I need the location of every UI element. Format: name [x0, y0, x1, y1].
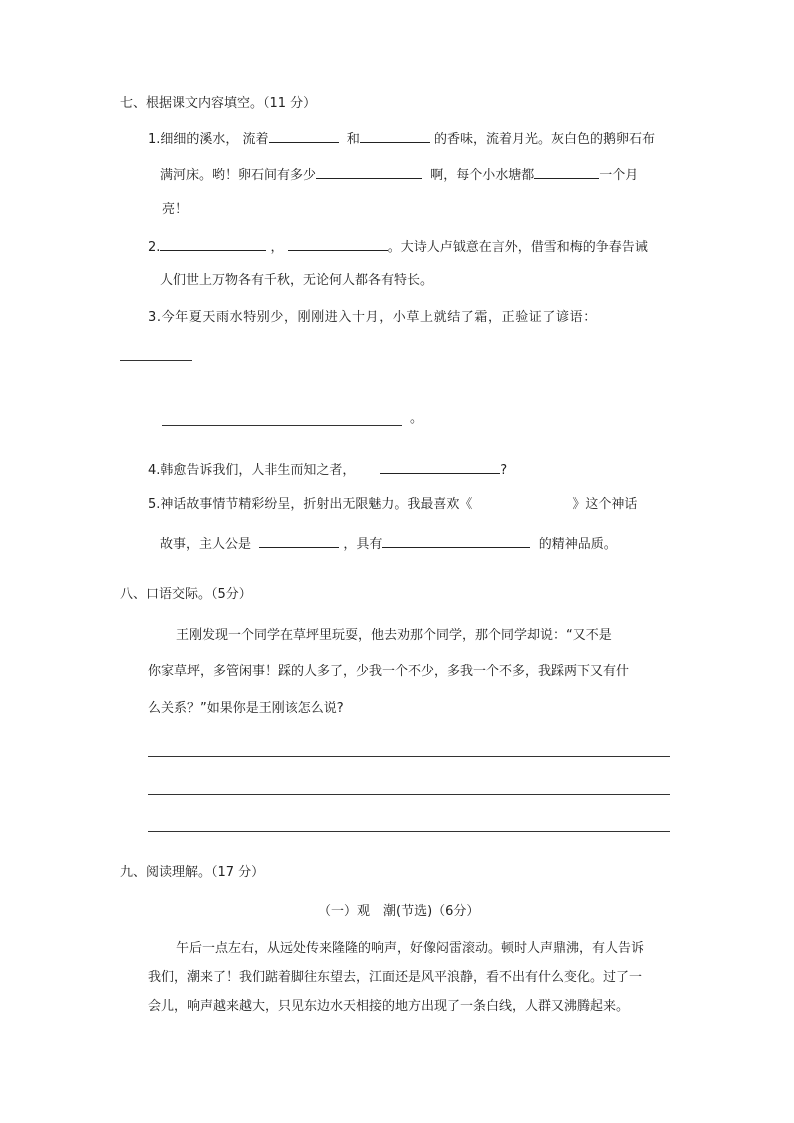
q2-text-b: ， — [270, 240, 284, 255]
q4-text-b: ? — [500, 463, 508, 478]
q1-text-f: 一个月 — [599, 168, 639, 183]
q1-text-c: 的香味，流着月光。灰白色的鹅卵石布 — [433, 132, 655, 147]
q2-blank-1[interactable] — [160, 236, 266, 251]
q1-blank-4[interactable] — [534, 164, 599, 179]
q2-blank-2[interactable] — [288, 236, 388, 251]
q2-text-a: 2. — [148, 240, 161, 255]
q4-line1 — [148, 459, 507, 481]
answer-line-2[interactable] — [148, 794, 670, 795]
q2-line2: 人们世上万物各有千秋，无论何人都各有特长。 — [160, 273, 434, 288]
q5-text-c: 故事，主人公是 — [160, 537, 252, 552]
section9-title: 九、阅读理解。（17 分） — [120, 865, 265, 880]
q1-line1 — [148, 128, 655, 150]
section8-para-line3: 么关系？”如果你是王刚该怎么说? — [148, 701, 344, 716]
q1-text-b: 和 — [346, 132, 360, 147]
q2-line1 — [148, 236, 648, 258]
answer-line-3[interactable] — [148, 831, 670, 832]
section8-title: 八、口语交际。（5分） — [120, 587, 252, 602]
q1-blank-2[interactable] — [360, 128, 430, 143]
q1-text-a: 1.细细的溪水， 流着 — [148, 132, 269, 147]
q3-blank-1[interactable] — [120, 360, 192, 361]
q5-text-b: 》这个神话 — [572, 497, 638, 512]
q1-text-d: 满河床。哟！卵石间有多少 — [160, 168, 317, 183]
q5-text-e: 的精神品质。 — [538, 537, 617, 552]
q4-text-a: 4.韩愈告诉我们，人非生而知之者， — [148, 463, 356, 478]
q5-blank-1[interactable] — [259, 533, 339, 548]
q4-blank[interactable] — [380, 459, 500, 474]
q5-blank-2[interactable] — [382, 533, 530, 548]
reading-subtitle: （一）观 潮(节选)（6分） — [318, 904, 480, 919]
section7-title: 七、根据课文内容填空。（11 分） — [120, 96, 317, 111]
answer-line-1[interactable] — [148, 756, 670, 757]
q1-blank-3[interactable] — [316, 164, 422, 179]
q1-text-e: 啊，每个小水塘都 — [430, 168, 535, 183]
reading-para-line2: 我们，潮来了！我们踮着脚往东望去，江面还是风平浪静，看不出有什么变化。过了一 — [148, 970, 643, 985]
reading-para-line1: 午后一点左右，从远处传来隆隆的响声，好像闷雷滚动。顿时人声鼎沸，有人告诉 — [176, 941, 645, 956]
q2-text-c: 。大诗人卢钺意在言外，借雪和梅的争春告诫 — [387, 240, 648, 255]
q3-line1: 3.今年夏天雨水特别少，刚刚进入十月，小草上就结了霜，正验证了谚语： — [148, 310, 597, 325]
q1-line2 — [160, 164, 638, 186]
q1-blank-1[interactable] — [269, 128, 339, 143]
q5-text-a: 5.神话故事情节精彩纷呈，折射出无限魅力。我最喜欢《 — [148, 497, 473, 512]
q3-blank-2[interactable] — [162, 425, 402, 426]
q3-end-mark: 。 — [410, 411, 424, 426]
section8-para-line2: 你家草坪，多管闲事！踩的人多了，少我一个不少，多我一个不多，我踩两下又有什 — [148, 664, 630, 679]
reading-para-line3: 会儿，响声越来越大，只见东边水天相接的地方出现了一条白线，人群又沸腾起来。 — [148, 999, 630, 1014]
section8-para-line1: 王刚发现一个同学在草坪里玩耍，他去劝那个同学，那个同学却说：“又不是 — [176, 628, 612, 643]
q5-text-d: ，具有 — [343, 537, 383, 552]
q5-line1 — [148, 495, 637, 515]
q1-line3: 亮！ — [162, 202, 189, 217]
q5-line2 — [160, 533, 617, 555]
